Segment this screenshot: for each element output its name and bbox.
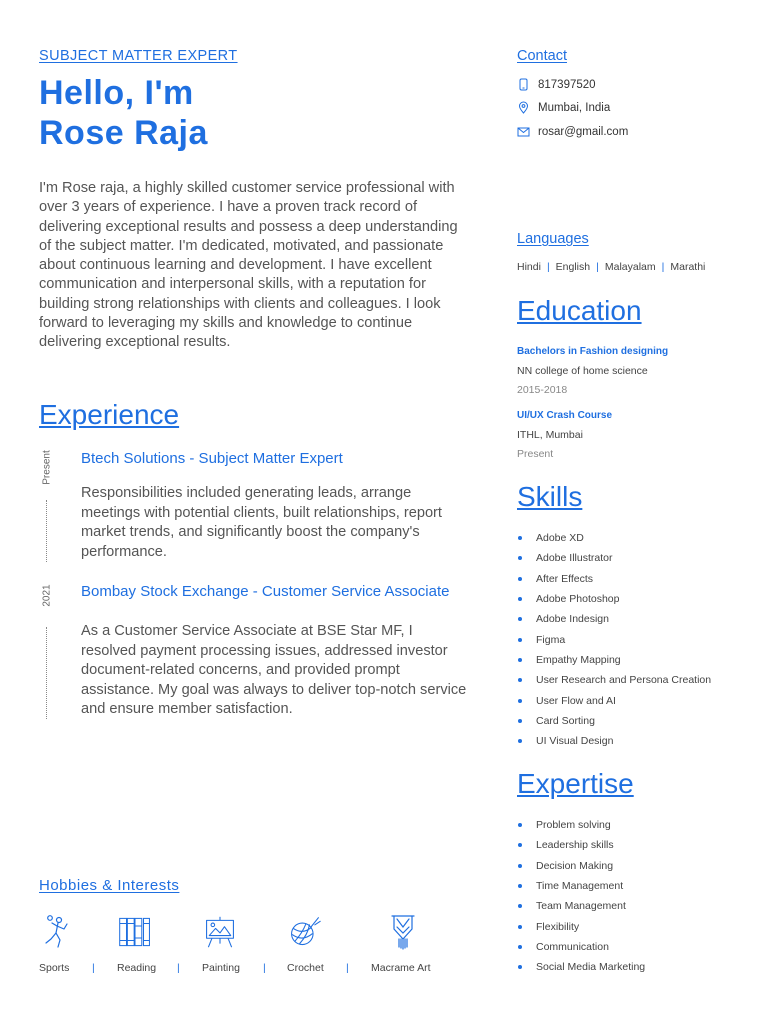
skill-item: Adobe Indesign [518,612,711,632]
location-value: Mumbai, India [538,101,611,114]
job-period: 2021 [41,584,53,607]
contact-heading: Contact [517,48,567,64]
separator: | [596,261,599,273]
separator: | [177,962,180,974]
books-icon [118,913,152,951]
experience-heading: Experience [39,399,180,430]
separator: | [661,261,665,273]
language-item: Malayalam [604,261,656,273]
expertise-item: Problem solving [518,818,645,838]
job-description: Responsibilities included generating leads, arrange meetings with potential clients, built relationships, report market trends, and significantly boost the company's performance. [81,485,442,560]
job-title: Bombay Stock Exchange - Customer Service Associate [81,583,450,600]
phone-value: 817397520 [538,78,596,91]
subtitle: SUBJECT MATTER EXPERT [39,48,238,64]
phone-icon [517,78,530,91]
languages-heading: Languages [517,231,589,247]
expertise-item: Decision Making [518,859,645,879]
skill-item: Card Sorting [518,714,711,734]
page-title [39,73,208,153]
hobby-label: Painting [202,962,240,974]
hobby-label: Macrame Art [371,962,431,974]
greeting-line-1: Hello, I'm [39,74,194,112]
hobby-label: Reading [117,962,157,974]
education-degree: UI/UX Crash Course [517,410,613,421]
timeline-divider [46,627,47,719]
skill-item: Adobe Illustrator [518,551,711,571]
skill-item: Adobe XD [518,531,711,551]
expertise-heading: Expertise [517,768,634,799]
expertise-item: Leadership skills [518,838,645,858]
contact-email [517,125,628,138]
separator: | [263,962,266,974]
hobby-label: Crochet [287,962,324,974]
education-institution: ITHL, Mumbai [517,429,583,441]
education-dates: 2015-2018 [517,384,568,396]
job-period: Present [41,450,53,485]
education-entry [517,346,668,396]
timeline-divider [46,500,47,562]
expertise-item: Communication [518,940,645,960]
skill-item: User Research and Persona Creation [518,673,711,693]
education-heading: Education [517,295,642,326]
expertise-list [518,818,645,981]
contact-phone [517,78,596,91]
expertise-item: Social Media Marketing [518,960,645,980]
intro-paragraph: I'm Rose raja, a highly skilled customer service professional with over 3 years of experience. I have a proven track record of delivering exceptional results and possess a deep understanding of the subject matter. I'm dedicated, motivated, and passionate about continuous learning and development. I have excellent communication and interpersonal skills, with a reputation for building strong relationships with clients and colleagues. I look forward to leveraging my skills and knowledge to continue delivering exceptional results. [39,180,458,351]
skill-item: User Flow and AI [518,694,711,714]
job-description: As a Customer Service Associate at BSE Star MF, I resolved payment processing issues, addressed investor document-related concerns, and provided prompt assistance. My goal was always to deliver top-notch service and ensure member satisfaction. [81,623,467,717]
hobbies-heading: Hobbies & Interests [39,877,180,894]
separator: | [346,962,349,974]
hobby-label: Sports [39,962,70,974]
skills-list [518,531,711,755]
macrame-icon [386,913,420,951]
education-degree: Bachelors in Fashion designing [517,346,669,357]
contact-location [517,101,610,114]
expertise-item: Team Management [518,899,645,919]
mail-icon [517,125,530,138]
expertise-item: Flexibility [518,920,645,940]
email-value: rosar@gmail.com [538,125,629,138]
language-item: Marathi [670,261,706,273]
skill-item: Adobe Photoshop [518,592,711,612]
skills-heading: Skills [517,481,583,512]
yarn-icon [288,913,322,951]
location-pin-icon [517,101,530,114]
skill-item: After Effects [518,572,711,592]
skill-item: Empathy Mapping [518,653,711,673]
languages-list [517,261,705,273]
education-dates: Present [517,448,554,460]
skill-item: UI Visual Design [518,734,711,754]
education-institution: NN college of home science [517,365,648,377]
job-title: Btech Solutions - Subject Matter Expert [81,450,343,467]
language-item: English [555,261,591,273]
sports-icon [40,913,74,951]
separator: | [92,962,95,974]
greeting-line-2: Rose Raja [39,114,208,152]
language-item: Hindi [517,261,541,273]
separator: | [546,261,550,273]
skill-item: Figma [518,633,711,653]
expertise-item: Time Management [518,879,645,899]
education-entry [517,410,612,460]
easel-icon [203,913,237,951]
